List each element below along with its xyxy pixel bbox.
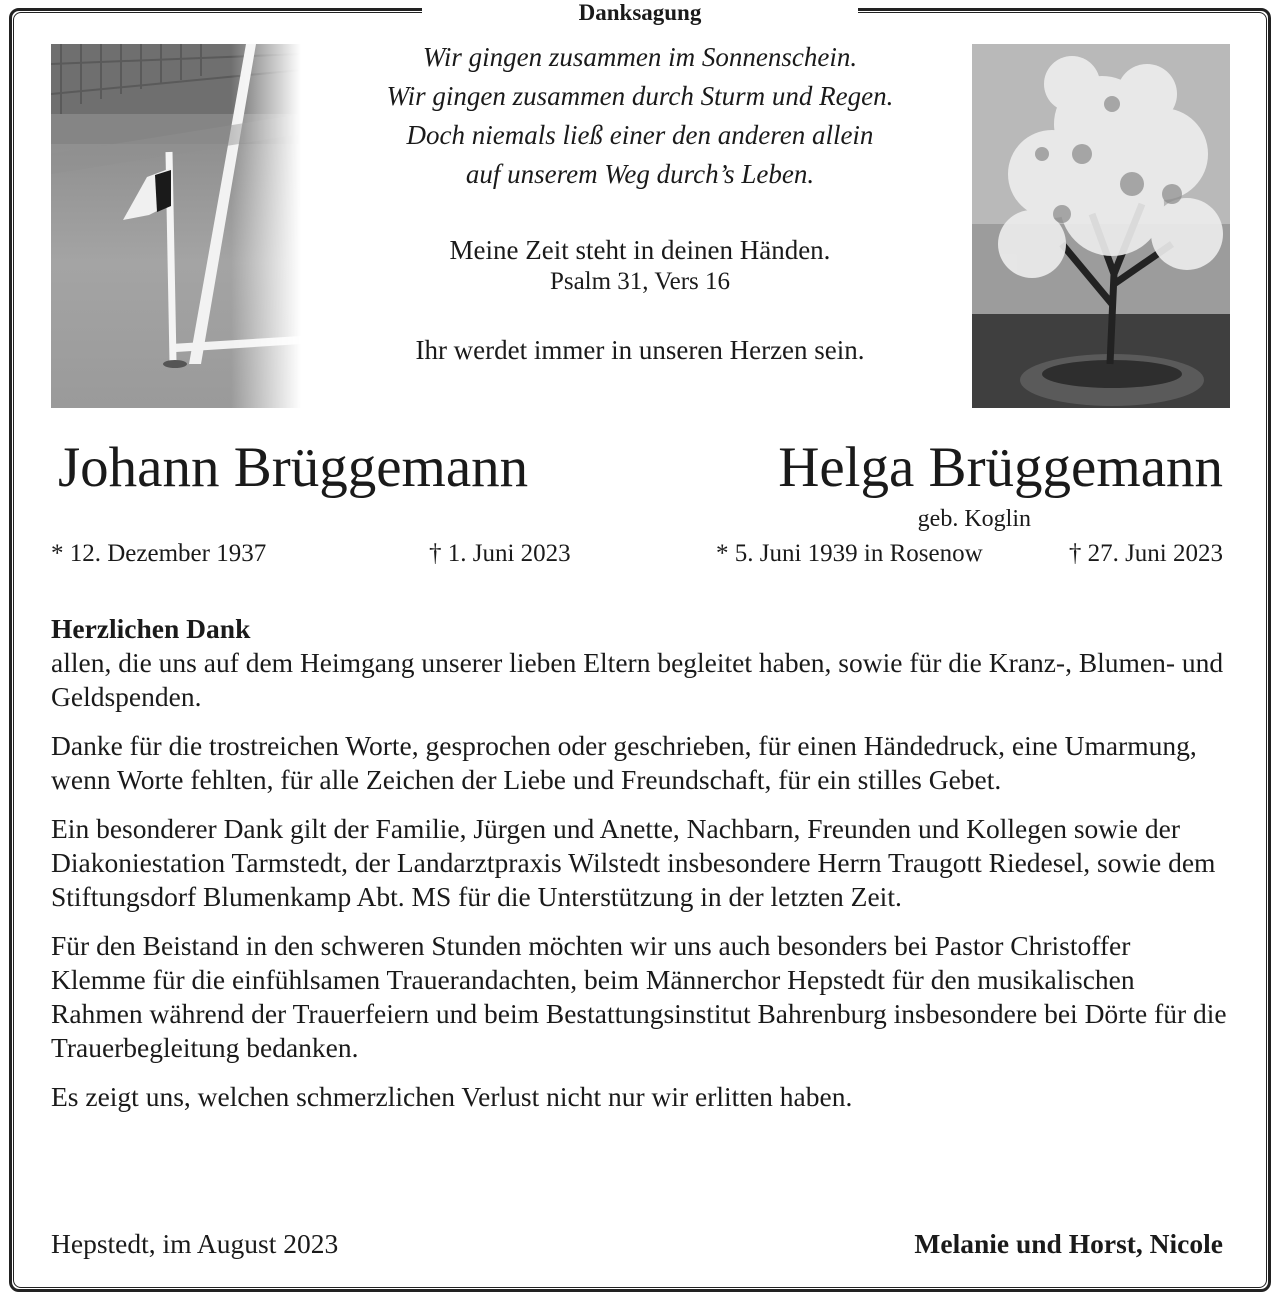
- johann-birth: * 12. Dezember 1937: [51, 540, 267, 567]
- closing-line: Ihr werdet immer in unseren Herzen sein.: [415, 335, 865, 365]
- poem-line: Doch niemals ließ einer den anderen allein: [406, 120, 874, 150]
- corner-flag-illustration: [51, 44, 301, 408]
- notice-title: Danksagung: [578, 0, 702, 25]
- paragraph: Für den Beistand in den schweren Stunden möchten wir uns auch besonders bei Pastor Christoffer Klemme für die einfühlsamen Trauerandachten, beim Männerchor Hepstedt für den musikalischen Rahmen während der Trauerfeiern und beim Bestattungsinstitut Bahrenburg insbesondere bei Dörte für die Trauerbegleitung bedanken.: [51, 930, 1227, 1063]
- johann-death: † 1. Juni 2023: [429, 540, 571, 567]
- poem: [310, 38, 970, 194]
- corner-flag-photo: [51, 44, 301, 408]
- tree-illustration: [972, 44, 1230, 408]
- poem-line: auf unserem Weg durch’s Leben.: [465, 159, 815, 189]
- signature: Melanie und Horst, Nicole: [914, 1228, 1223, 1259]
- paragraph: Es zeigt uns, welchen schmerzlichen Verlust nicht nur wir erlitten haben.: [51, 1081, 853, 1112]
- maiden-name: geb. Koglin: [917, 506, 1031, 532]
- paragraph: Ein besonderer Dank gilt der Familie, Jürgen und Anette, Nachbarn, Freunden und Kollegen sowie der Diakoniestation Tarmstedt, der Landarztpraxis Wilstedt insbesondere Herrn Traugott Riedesel, sowie dem Stiftungsdorf Blumenkamp Abt. MS für die Unterstützung in der letzten Zeit.: [51, 813, 1216, 912]
- place-date: Hepstedt, im August 2023: [51, 1228, 339, 1259]
- name-johann: Johann Brüggemann: [58, 436, 529, 499]
- helga-death: † 27. Juni 2023: [1068, 540, 1223, 567]
- bible-quote: Meine Zeit steht in deinen Händen.: [449, 235, 831, 265]
- paragraph: allen, die uns auf dem Heimgang unserer lieben Eltern begleitet haben, sowie für die Kranz-, Blumen- und Geldspenden.: [51, 647, 1224, 712]
- thanks-heading: Herzlichen Dank: [51, 613, 251, 644]
- blossoming-tree-photo: [972, 44, 1230, 408]
- poem-line: Wir gingen zusammen durch Sturm und Regen.: [386, 81, 894, 111]
- poem-line: Wir gingen zusammen im Sonnenschein.: [422, 42, 858, 72]
- paragraph: Danke für die trostreichen Worte, gesprochen oder geschrieben, für einen Händedruck, eine Umarmung, wenn Worte fehlten, für alle Zeichen der Liebe und Freundschaft, für ein stilles Gebet.: [51, 730, 1197, 795]
- helga-birth: * 5. Juni 1939 in Rosenow: [716, 540, 983, 567]
- thanks-text: [51, 612, 1231, 1129]
- bible-reference: Psalm 31, Vers 16: [549, 268, 731, 295]
- name-helga: Helga Brüggemann: [778, 436, 1223, 499]
